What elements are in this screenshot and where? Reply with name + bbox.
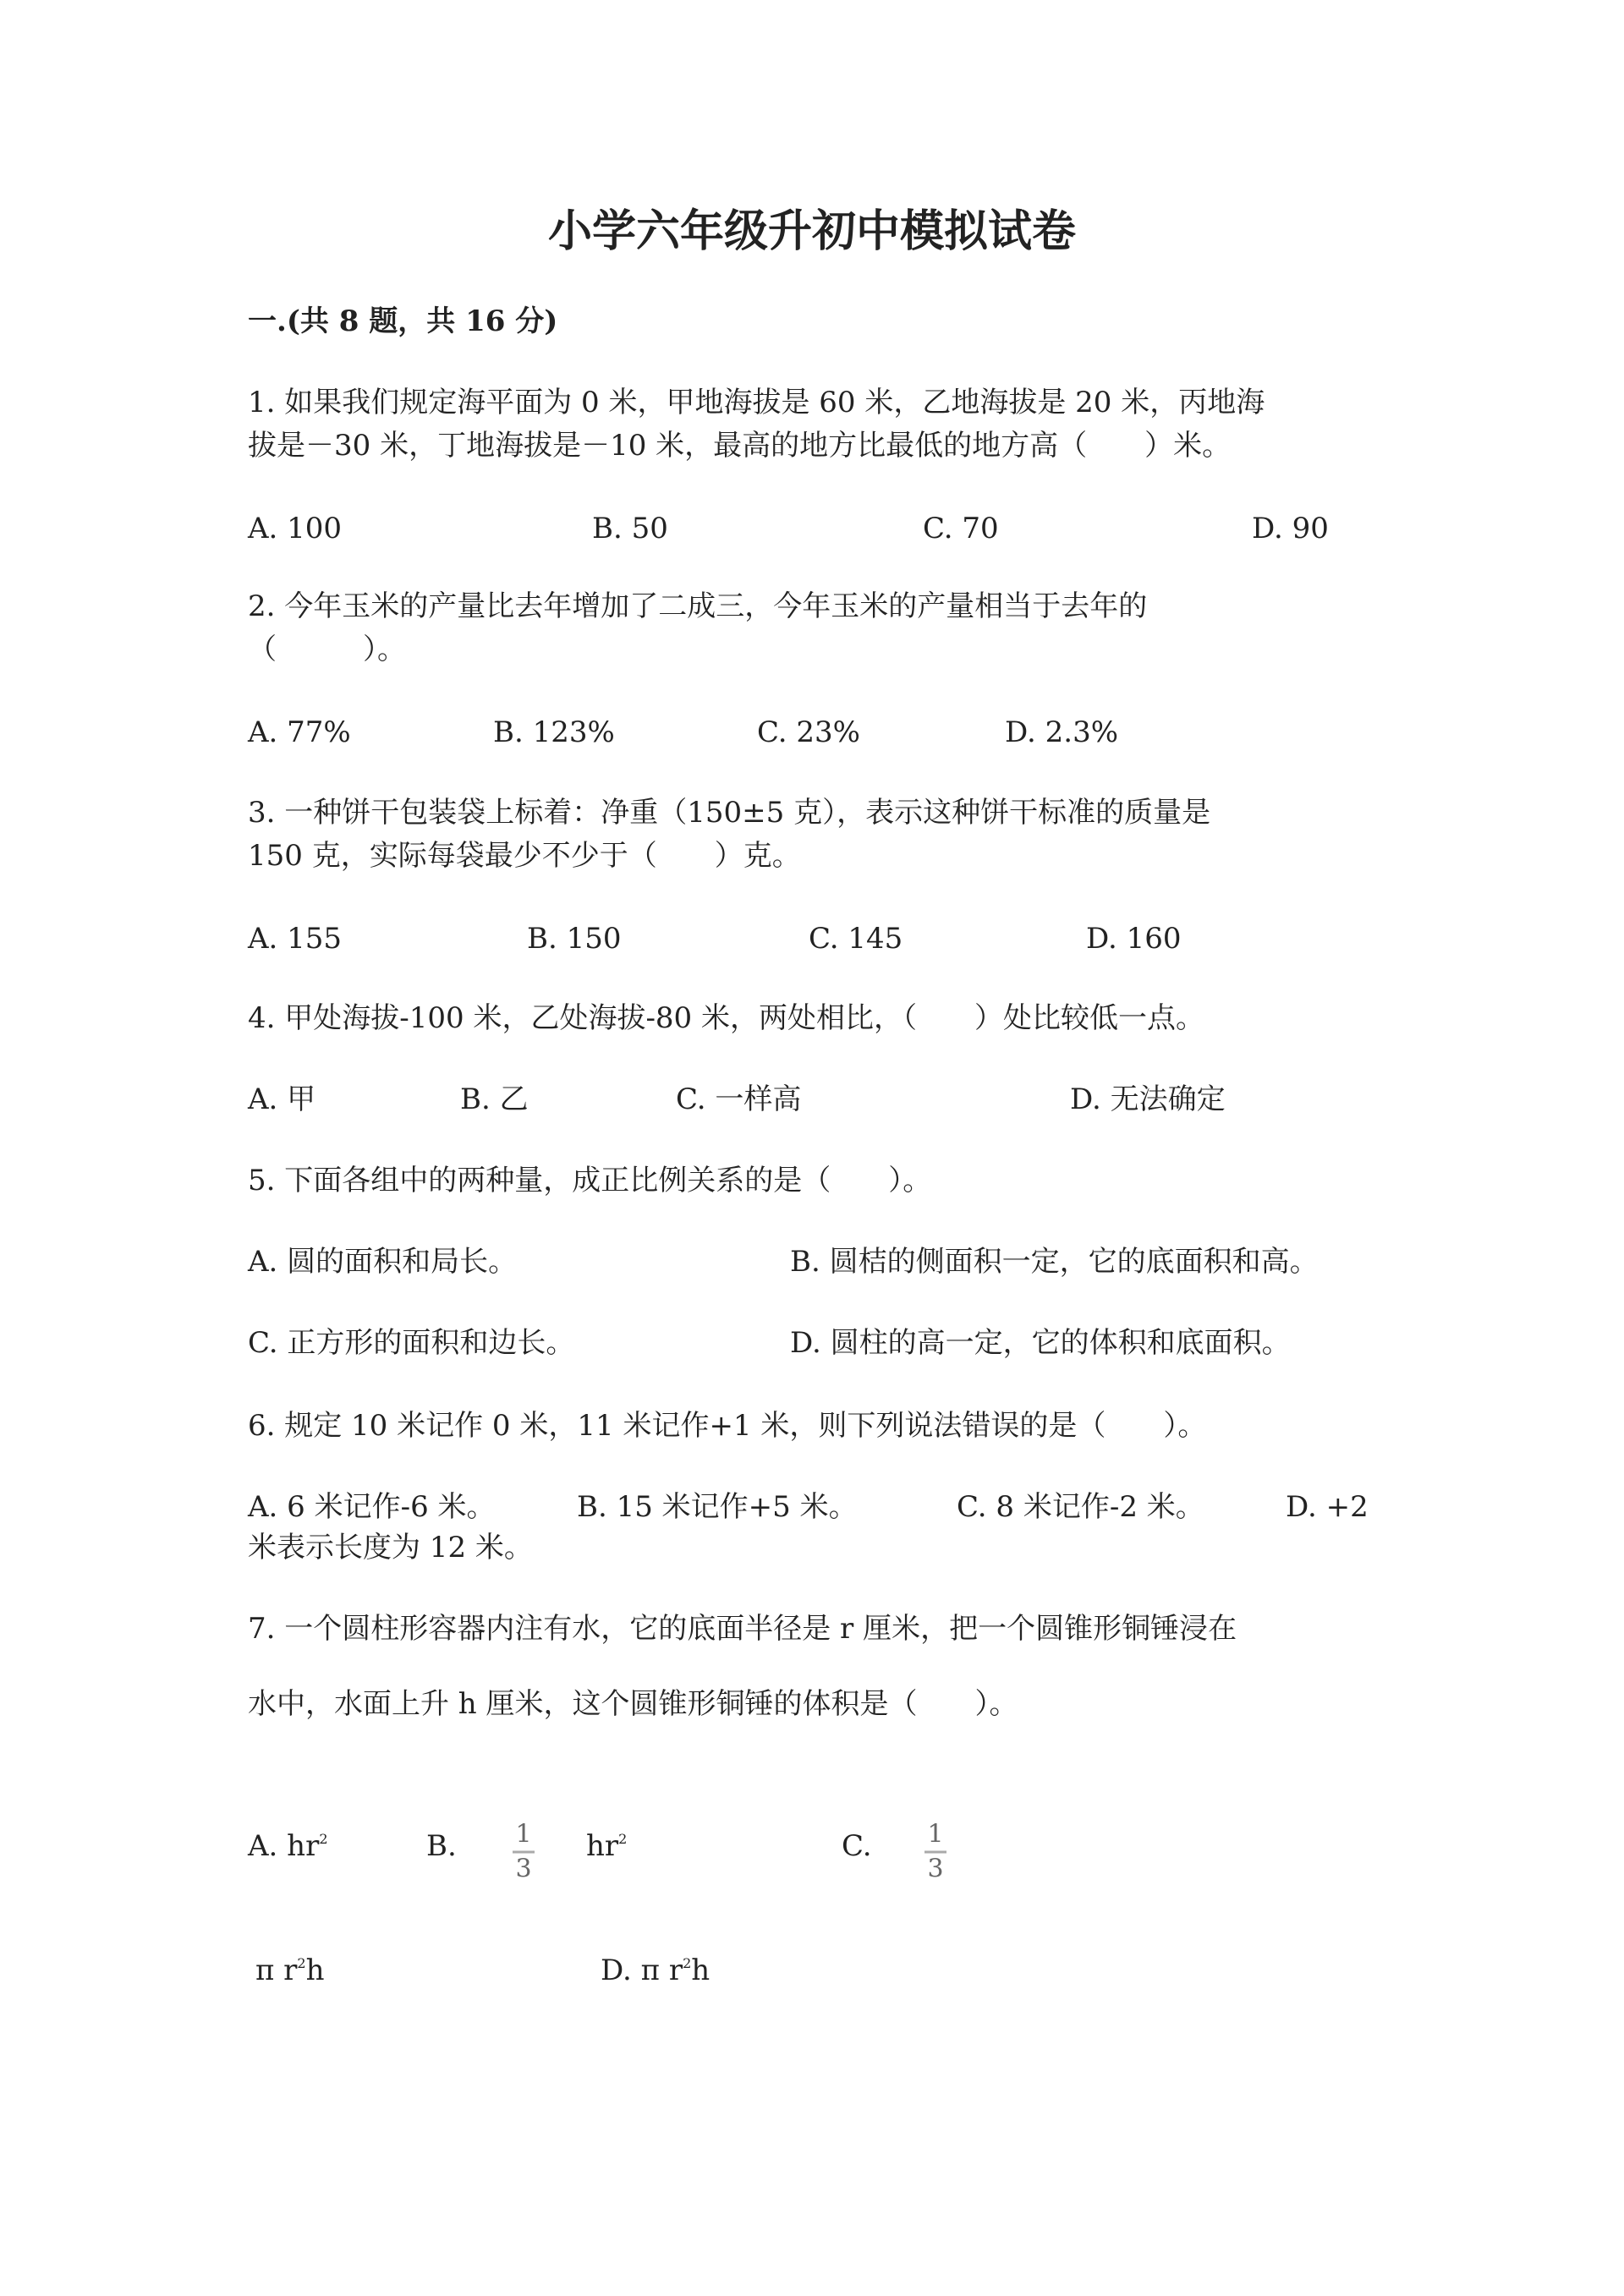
page-title: 小学六年级升初中模拟试卷 (547, 205, 1076, 257)
question-7-text: 7. 一个圆柱形容器内注有水，它的底面半径是 r 厘米，把一个圆锥形铜锤浸在 (248, 1612, 1237, 1646)
section-heading: 一.(共 8 题，共 16 分) (248, 304, 558, 338)
q3-option-b: B. 150 (527, 922, 622, 956)
q7-option-b: B. (426, 1829, 457, 1863)
question-1-text: 拔是－30 米，丁地海拔是－10 米，最高的地方比最低的地方高（ ）米。 (248, 429, 1232, 463)
question-7-text: 水中，水面上升 h 厘米，这个圆锥形铜锤的体积是（ ）。 (248, 1687, 1018, 1721)
q7-option-c: C. (842, 1829, 872, 1863)
question-3-text: 3. 一种饼干包装袋上标着：净重（150±5 克），表示这种饼干标准的质量是 (248, 796, 1211, 830)
question-2-text: 2. 今年玉米的产量比去年增加了二成三，今年玉米的产量相当于去年的 (248, 589, 1148, 623)
question-4-text: 4. 甲处海拔-100 米，乙处海拔-80 米，两处相比，（ ）处比较低一点。 (248, 1001, 1204, 1035)
q1-option-c: C. 70 (923, 512, 999, 545)
fraction-one-third: 1 3 (924, 1822, 946, 1882)
q1-option-a: A. 100 (248, 512, 343, 545)
q6-option-d: D. +2 (1286, 1490, 1369, 1524)
q3-option-c: C. 145 (809, 922, 903, 956)
q4-option-d: D. 无法确定 (1070, 1082, 1226, 1116)
q7-option-b-expr: $hr^2$ (586, 1829, 628, 1863)
q6-option-b: B. 15 米记作+5 米。 (577, 1490, 858, 1524)
question-2-text: （ ）。 (248, 633, 406, 666)
q7-option-d: D. π $r^2h$ (601, 1954, 710, 1987)
q3-option-d: D. 160 (1086, 922, 1182, 956)
q1-option-b: B. 50 (592, 512, 668, 545)
q4-option-c: C. 一样高 (676, 1082, 802, 1116)
question-1-text: 1. 如果我们规定海平面为 0 米，甲地海拔是 60 米，乙地海拔是 20 米，丙地海 (248, 386, 1265, 419)
q5-option-d: D. 圆柱的高一定，它的体积和底面积。 (790, 1326, 1291, 1360)
q6-option-c: C. 8 米记作-2 米。 (957, 1490, 1204, 1524)
q6-option-a: A. 6 米记作-6 米。 (248, 1490, 496, 1524)
q7-option-c-cont: π $r^2h$ (255, 1954, 325, 1987)
q1-option-d: D. 90 (1252, 512, 1329, 545)
q5-option-b: B. 圆桔的侧面积一定，它的底面积和高。 (790, 1245, 1319, 1279)
q4-option-b: B. 乙 (460, 1082, 529, 1116)
q2-option-a: A. 77% (248, 715, 351, 749)
q5-option-c: C. 正方形的面积和边长。 (248, 1326, 575, 1360)
q3-option-a: A. 155 (248, 922, 343, 956)
question-6-text: 6. 规定 10 米记作 0 米，11 米记作+1 米，则下列说法错误的是（ ）。 (248, 1409, 1207, 1443)
q2-option-d: D. 2.3% (1005, 715, 1119, 749)
q7-option-a: A. $hr^2$ (248, 1829, 328, 1863)
question-3-text: 150 克，实际每袋最少不少于（ ）克。 (248, 839, 801, 873)
q2-option-c: C. 23% (757, 715, 860, 749)
q5-option-a: A. 圆的面积和局长。 (248, 1245, 518, 1279)
question-5-text: 5. 下面各组中的两种量，成正比例关系的是（ ）。 (248, 1164, 932, 1197)
q2-option-b: B. 123% (493, 715, 615, 749)
fraction-one-third: 1 3 (513, 1822, 535, 1882)
q4-option-a: A. 甲 (248, 1082, 316, 1116)
q6-option-d-cont: 米表示长度为 12 米。 (248, 1531, 533, 1564)
